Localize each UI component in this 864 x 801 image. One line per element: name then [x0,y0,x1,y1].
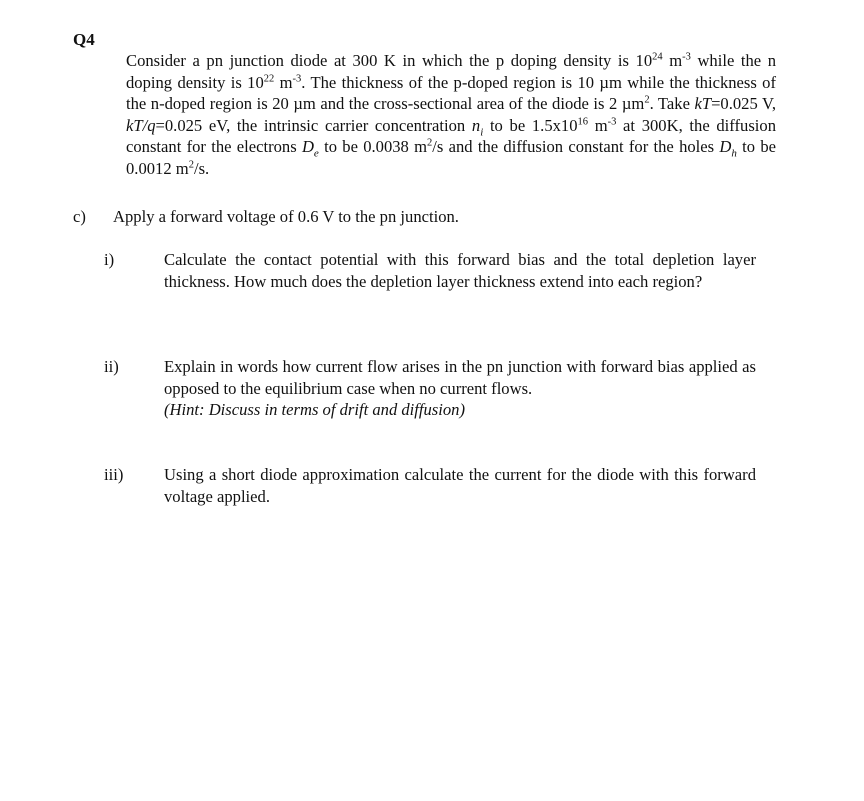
subscript: h [731,147,737,160]
superscript: -3 [292,73,302,85]
symbol-ni: n [471,115,481,135]
superscript: -3 [607,116,617,128]
subpart-iii-label: iii) [104,465,124,484]
intro-text: =0.025 V, [711,94,776,114]
intro-text: at 300K, the diffusion constant for the electrons [126,115,776,157]
subpart-ii-hint: (Hint: Discuss in terms of drift and diffusion) [164,400,465,420]
subscript: i [480,126,484,139]
subscript: e [313,147,319,160]
superscript: 2 [427,137,433,149]
part-c-text: Apply a forward voltage of 0.6 V to the pn junction. [113,207,459,226]
intro-text: to be 0.0038 m [318,137,428,157]
intro-text: . Take [649,94,695,114]
subpart-i-text: Calculate the contact potential with this forward bias and the total depletion layer thickness. How much does the depletion layer thickness extend into each region? [164,250,756,291]
superscript: 16 [577,116,589,128]
subpart-iii-text: Using a short diode approximation calculate the current for the diode with this forward voltage applied. [164,465,756,506]
intro-text: to be 1.5x10 [483,115,578,135]
superscript: 2 [644,94,650,106]
question-intro [126,50,776,180]
question-number: Q4 [73,30,95,49]
subpart-i-label: i) [104,250,115,269]
intro-text: m [274,72,293,92]
intro-text: . The thickness of the p-doped region is 10 µm while the thickness of the n-doped region is 20 µm and the cross-sectional area of the diode is 2 µm [126,72,777,114]
intro-text: /s and the diffusion constant for the holes [432,137,720,157]
part-c-label: c) [73,207,86,226]
intro-text: /s. [193,158,210,178]
intro-text: =0.025 eV, the intrinsic carrier concentration [155,115,472,135]
subpart-ii-text [164,356,756,421]
superscript: 24 [652,51,663,63]
superscript: 2 [188,159,194,171]
intro-text: while the n doping density is 10 [126,51,776,92]
intro-text: m [588,115,608,135]
subpart-ii-label: ii) [104,357,119,376]
subpart-ii-body: Explain in words how current flow arises in the pn junction with forward bias applied as opposed to the equilibrium case when no current flows. [164,357,756,398]
symbol-kTq: kT/q [126,115,156,135]
symbol-kT: kT [694,94,712,114]
intro-text: m [662,51,683,70]
symbol-Dh: D [719,137,732,157]
symbol-De: D [301,137,314,157]
superscript: 22 [263,73,275,85]
superscript: -3 [682,51,691,63]
intro-text: to be 0.0012 m [126,137,776,178]
intro-text: Consider a pn junction diode at 300 K in which the p doping density is 10 [126,51,653,70]
